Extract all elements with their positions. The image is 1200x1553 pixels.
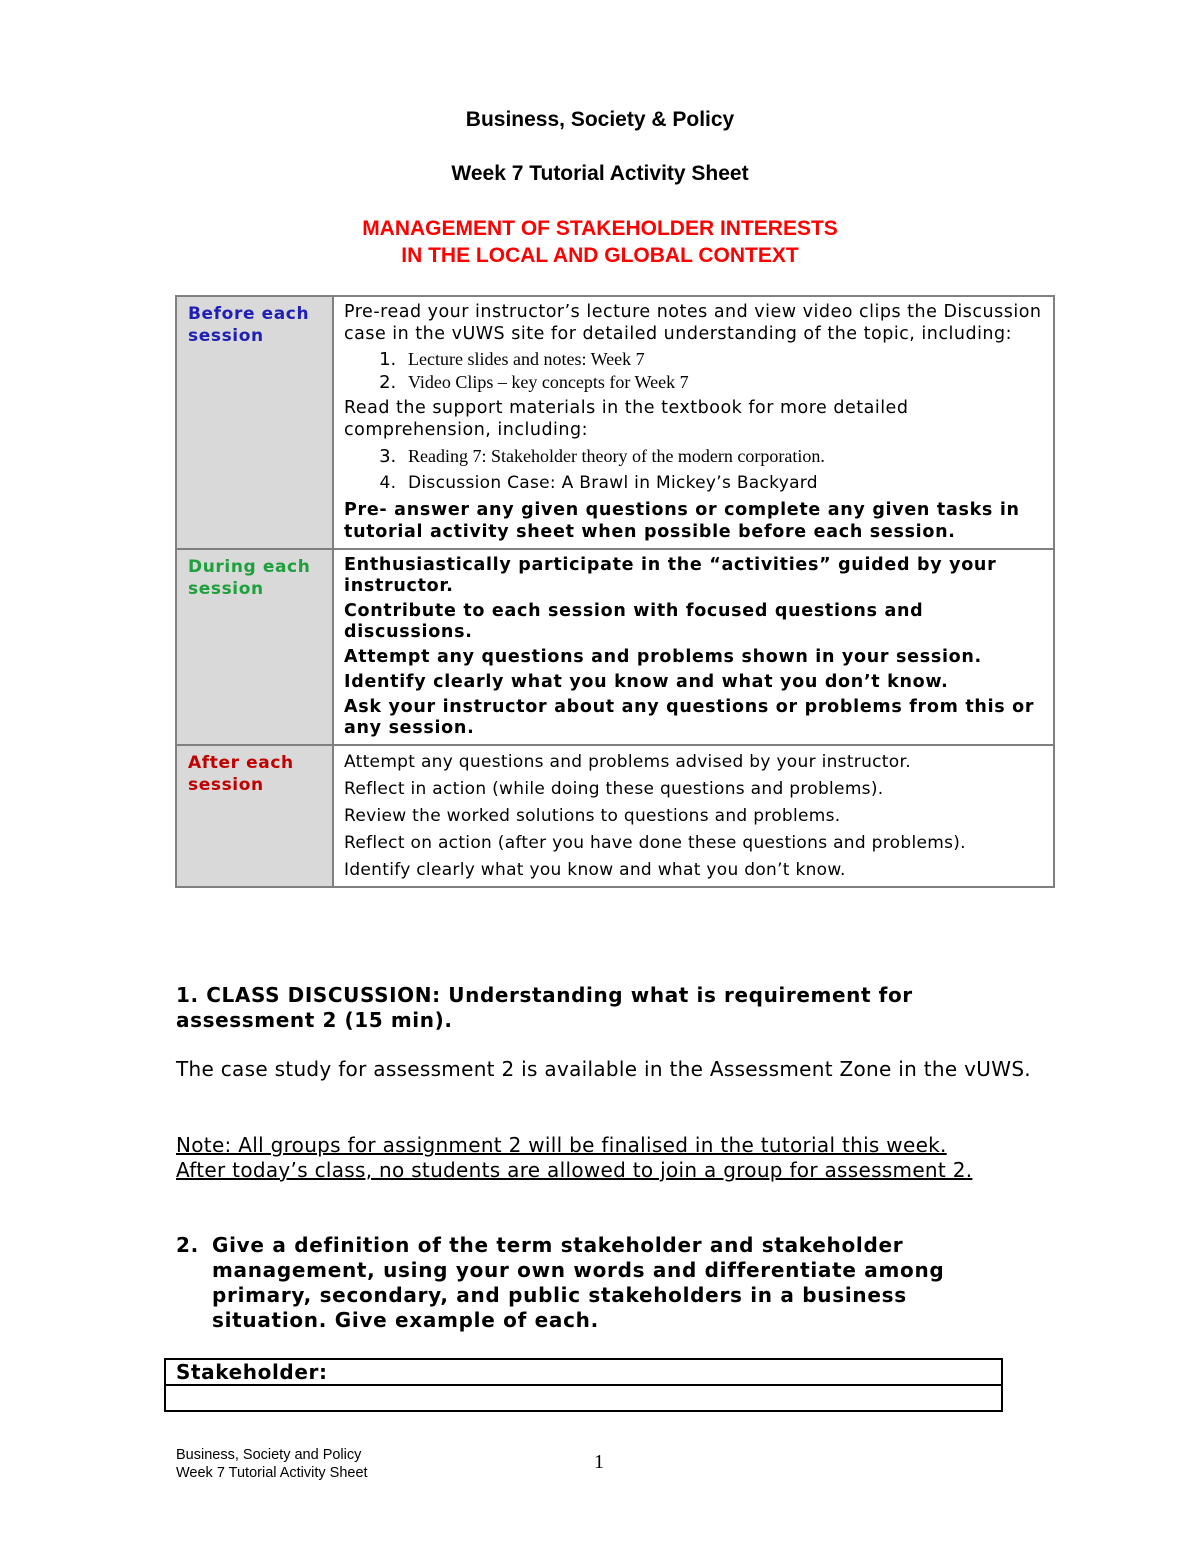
before-list-a bbox=[344, 348, 1043, 394]
during-session-content bbox=[333, 549, 1054, 745]
before-session-row bbox=[176, 296, 1054, 549]
after-session-row bbox=[176, 745, 1054, 887]
before-support: Read the support materials in the textbook for more detailed comprehension, including: bbox=[344, 398, 909, 440]
question-2-number: 2. bbox=[176, 1233, 199, 1257]
stakeholder-label: Stakeholder: bbox=[165, 1359, 1002, 1385]
list-item: 4. Discussion Case: A Brawl in Mickey’s Backyard bbox=[402, 470, 1043, 497]
after-line: Reflect in action (while doing these questions and problems). bbox=[344, 779, 884, 799]
before-list-b bbox=[344, 445, 1043, 468]
after-session-label: After each session bbox=[176, 745, 333, 887]
before-session-content bbox=[333, 296, 1054, 549]
footer-line-2: Week 7 Tutorial Activity Sheet bbox=[176, 1465, 368, 1481]
stakeholder-answer-table bbox=[164, 1358, 1003, 1412]
list-item: 1. Lecture slides and notes: Week 7 bbox=[402, 348, 1043, 371]
question-1-body: The case study for assessment 2 is available in the Assessment Zone in the vUWS. bbox=[176, 1057, 1031, 1081]
during-line: Enthusiastically participate in the “activities” guided by your instructor. bbox=[344, 555, 997, 596]
stakeholder-answer-cell[interactable] bbox=[165, 1385, 1002, 1411]
after-line: Review the worked solutions to questions and problems. bbox=[344, 806, 841, 826]
note-line-2: After today’s class, no students are allowed to join a group for assessment 2. bbox=[176, 1158, 973, 1182]
question-1-note bbox=[176, 1133, 1056, 1183]
question-1-heading: 1. CLASS DISCUSSION: Understanding what is requirement for assessment 2 (15 min). bbox=[176, 983, 913, 1032]
page-footer bbox=[176, 1446, 368, 1482]
before-session-label: Before each session bbox=[176, 296, 333, 549]
list-item: 3. Reading 7: Stakeholder theory of the modern corporation. bbox=[402, 445, 1043, 468]
after-line: Reflect on action (after you have done these questions and problems). bbox=[344, 833, 966, 853]
during-line: Identify clearly what you know and what you don’t know. bbox=[344, 672, 949, 692]
after-line: Identify clearly what you know and what you don’t know. bbox=[344, 860, 846, 880]
during-line: Attempt any questions and problems shown in your session. bbox=[344, 647, 982, 667]
during-line: Contribute to each session with focused questions and discussions. bbox=[344, 601, 924, 642]
question-2-text: Give a definition of the term stakeholder and stakeholder management, using your own words and differentiate among primary, secondary, and public stakeholders in a business situation. Give example of each. bbox=[212, 1233, 945, 1332]
list-item: 2. Video Clips – key concepts for Week 7 bbox=[402, 371, 1043, 394]
after-line: Attempt any questions and problems advised by your instructor. bbox=[344, 752, 911, 772]
after-session-content bbox=[333, 745, 1054, 887]
course-title: Business, Society & Policy bbox=[465, 108, 735, 131]
during-session-label: During each session bbox=[176, 549, 333, 745]
sheet-title: Week 7 Tutorial Activity Sheet bbox=[451, 162, 749, 185]
before-closing: Pre- answer any given questions or complete any given tasks in tutorial activity sheet when possible before each session. bbox=[344, 500, 1020, 542]
during-session-row bbox=[176, 549, 1054, 745]
during-line: Ask your instructor about any questions or problems from this or any session. bbox=[344, 697, 1035, 738]
note-line-1: Note: All groups for assignment 2 will be finalised in the tutorial this week. bbox=[176, 1133, 947, 1157]
question-2 bbox=[176, 1233, 1016, 1333]
footer-line-1: Business, Society and Policy bbox=[176, 1447, 362, 1463]
page-number: 1 bbox=[594, 1451, 604, 1473]
topic-title-line2: IN THE LOCAL AND GLOBAL CONTEXT bbox=[401, 244, 799, 267]
before-intro: Pre-read your instructor’s lecture notes and view video clips the Discussion case in the vUWS site for detailed understanding of the topic, including: bbox=[344, 302, 1042, 344]
before-list-c bbox=[344, 470, 1043, 497]
session-schedule-table bbox=[175, 295, 1055, 888]
topic-title-line1: MANAGEMENT OF STAKEHOLDER INTERESTS bbox=[362, 217, 838, 240]
